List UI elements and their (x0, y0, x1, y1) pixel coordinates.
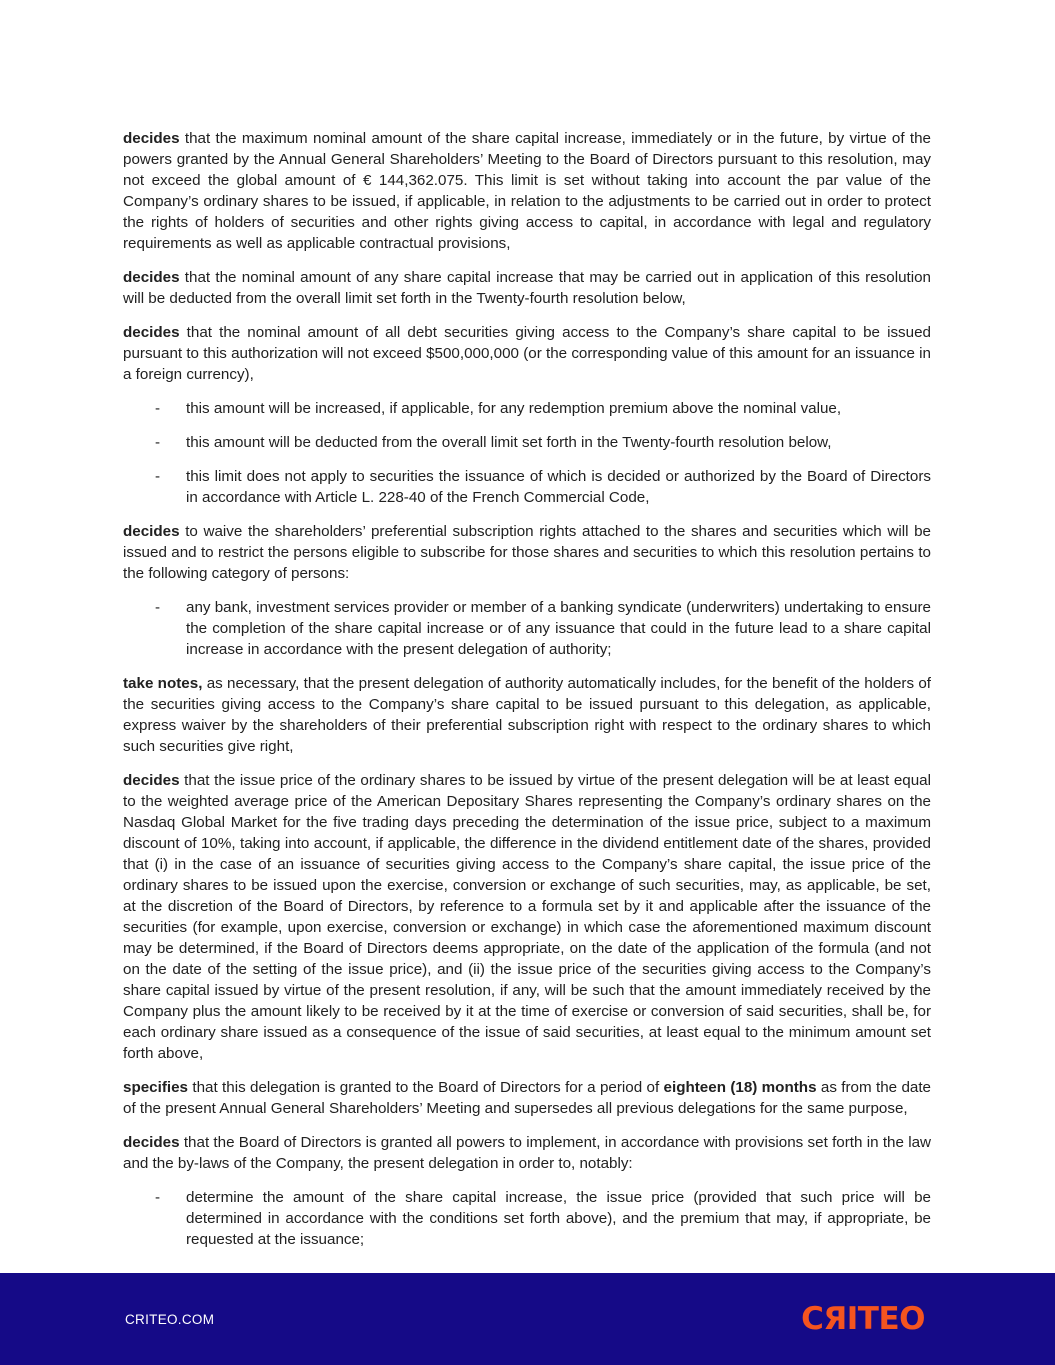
paragraph (123, 128, 931, 254)
bullet-item (123, 466, 931, 508)
body-text: as from the date of the present Annual General Shareholders’ Meeting and supersedes all previous delegations for the same purpose, (123, 1079, 931, 1117)
bullet-item (123, 597, 931, 660)
footer-url-link[interactable]: CRITEO.COM (125, 1311, 215, 1327)
body-text: to waive the shareholders’ preferential subscription rights attached to the shares and securities which will be issued and to restrict the persons eligible to subscribe for those shares and securities to which this resolution pertains to the following category of persons: (123, 523, 931, 582)
bold-text: decides (123, 1134, 180, 1151)
paragraph (123, 770, 931, 1064)
bold-text: decides (123, 269, 180, 286)
bullet-item (123, 1187, 931, 1250)
criteo-logo: CЯITEO (801, 1300, 925, 1337)
paragraph (123, 322, 931, 385)
paragraph (123, 673, 931, 757)
bullet-dash: - (155, 400, 161, 417)
bullet-dash: - (155, 434, 161, 451)
paragraph (123, 521, 931, 584)
bullet-text: this limit does not apply to securities the issuance of which is decided or authorized by the Board of Directors in accordance with Article L. 228-40 of the French Commercial Code, (186, 468, 931, 506)
body-text: that the Board of Directors is granted all powers to implement, in accordance with provisions set forth in the law and the by-laws of the Company, the present delegation in order to, notably: (123, 1134, 931, 1172)
bullet-item (123, 398, 931, 419)
body-text: as necessary, that the present delegation of authority automatically includes, for the benefit of the holders of the securities giving access to the Company’s share capital to be issued pursuant to this delegation, as applicable, express waiver by the shareholders of their preferential subscription right with respect to the ordinary shares to which such securities give right, (123, 675, 932, 755)
bold-text: decides (123, 523, 180, 540)
bold-text: specifies (123, 1079, 189, 1096)
bold-text: eighteen (18) months (663, 1079, 817, 1096)
bold-text: decides (123, 130, 180, 147)
footer-bar (0, 1273, 1055, 1365)
bullet-text: any bank, investment services provider or member of a banking syndicate (underwriters) undertaking to ensure the completion of the share capital increase or of any issuance that could in the future lead to a share capital increase in accordance with the present delegation of authority; (186, 599, 931, 658)
body-text: that the nominal amount of all debt securities giving access to the Company’s share capital to be issued pursuant to this authorization will not exceed $500,000,000 (or the corresponding value of this amount for an issuance in a foreign currency), (123, 324, 931, 383)
bullet-text: this amount will be deducted from the overall limit set forth in the Twenty-fourth resolution below, (186, 434, 832, 451)
body-text: that the issue price of the ordinary shares to be issued by virtue of the present delegation will be at least equal to the weighted average price of the American Depositary Shares representing the Company’s ordinary shares on the Nasdaq Global Market for the five trading days preceding the determination of the issue price, subject to a maximum discount of 10%, taking into account, if applicable, the difference in the dividend entitlement date of the shares, provided that (i) in the case of an issuance of securities giving access to the Company’s share capital, the issue price of the ordinary shares to be issued upon the exercise, conversion or exchange of such securities, may, as applicable, be set, at the discretion of the Board of Directors, by reference to a formula set by it and applicable after the issuance of the securities (for example, upon exercise, conversion or exchange) in which case the aforementioned maximum discount may be determined, if the Board of Directors deems appropriate, on the date of the application of the formula (and not on the date of the setting of the issue price), and (ii) the issue price of the securities giving access to the Company’s share capital issued by virtue of the present resolution, if any, will be such that the amount immediately received by the Company plus the amount likely to be received by it at the time of exercise or conversion of said securities, shall be, for each ordinary share issued as a consequence of the issue of said securities, at least equal to the minimum amount set forth above, (123, 772, 931, 1062)
paragraph (123, 1132, 931, 1174)
bold-text: decides (123, 772, 180, 789)
bullet-dash: - (155, 1189, 161, 1206)
bullet-text: this amount will be increased, if applicable, for any redemption premium above the nominal value, (186, 400, 842, 417)
body-text: that the nominal amount of any share capital increase that may be carried out in application of this resolution will be deducted from the overall limit set forth in the Twenty-fourth resolution below, (123, 269, 931, 307)
paragraph (123, 267, 931, 309)
bullet-dash: - (155, 468, 161, 485)
bullet-dash: - (155, 599, 161, 616)
bullet-text: determine the amount of the share capital increase, the issue price (provided that such price will be determined in accordance with the conditions set forth above), and the premium that may, if appropriate, be requested at the issuance; (186, 1189, 931, 1248)
bold-text: decides (123, 324, 180, 341)
body-text: that this delegation is granted to the Board of Directors for a period of (188, 1079, 664, 1096)
bullet-item (123, 432, 931, 453)
bold-text: take notes, (123, 675, 203, 692)
body-text: that the maximum nominal amount of the share capital increase, immediately or in the future, by virtue of the powers granted by the Annual General Shareholders’ Meeting to the Board of Directors pursuant to this resolution, may not exceed the global amount of € 144,362.075. This limit is set without taking into account the par value of the Company’s ordinary shares to be issued, if applicable, in relation to the adjustments to be carried out in order to protect the rights of holders of securities and other rights giving access to capital, in accordance with legal and regulatory requirements as well as applicable contractual provisions, (123, 130, 931, 252)
paragraph (123, 1077, 931, 1119)
